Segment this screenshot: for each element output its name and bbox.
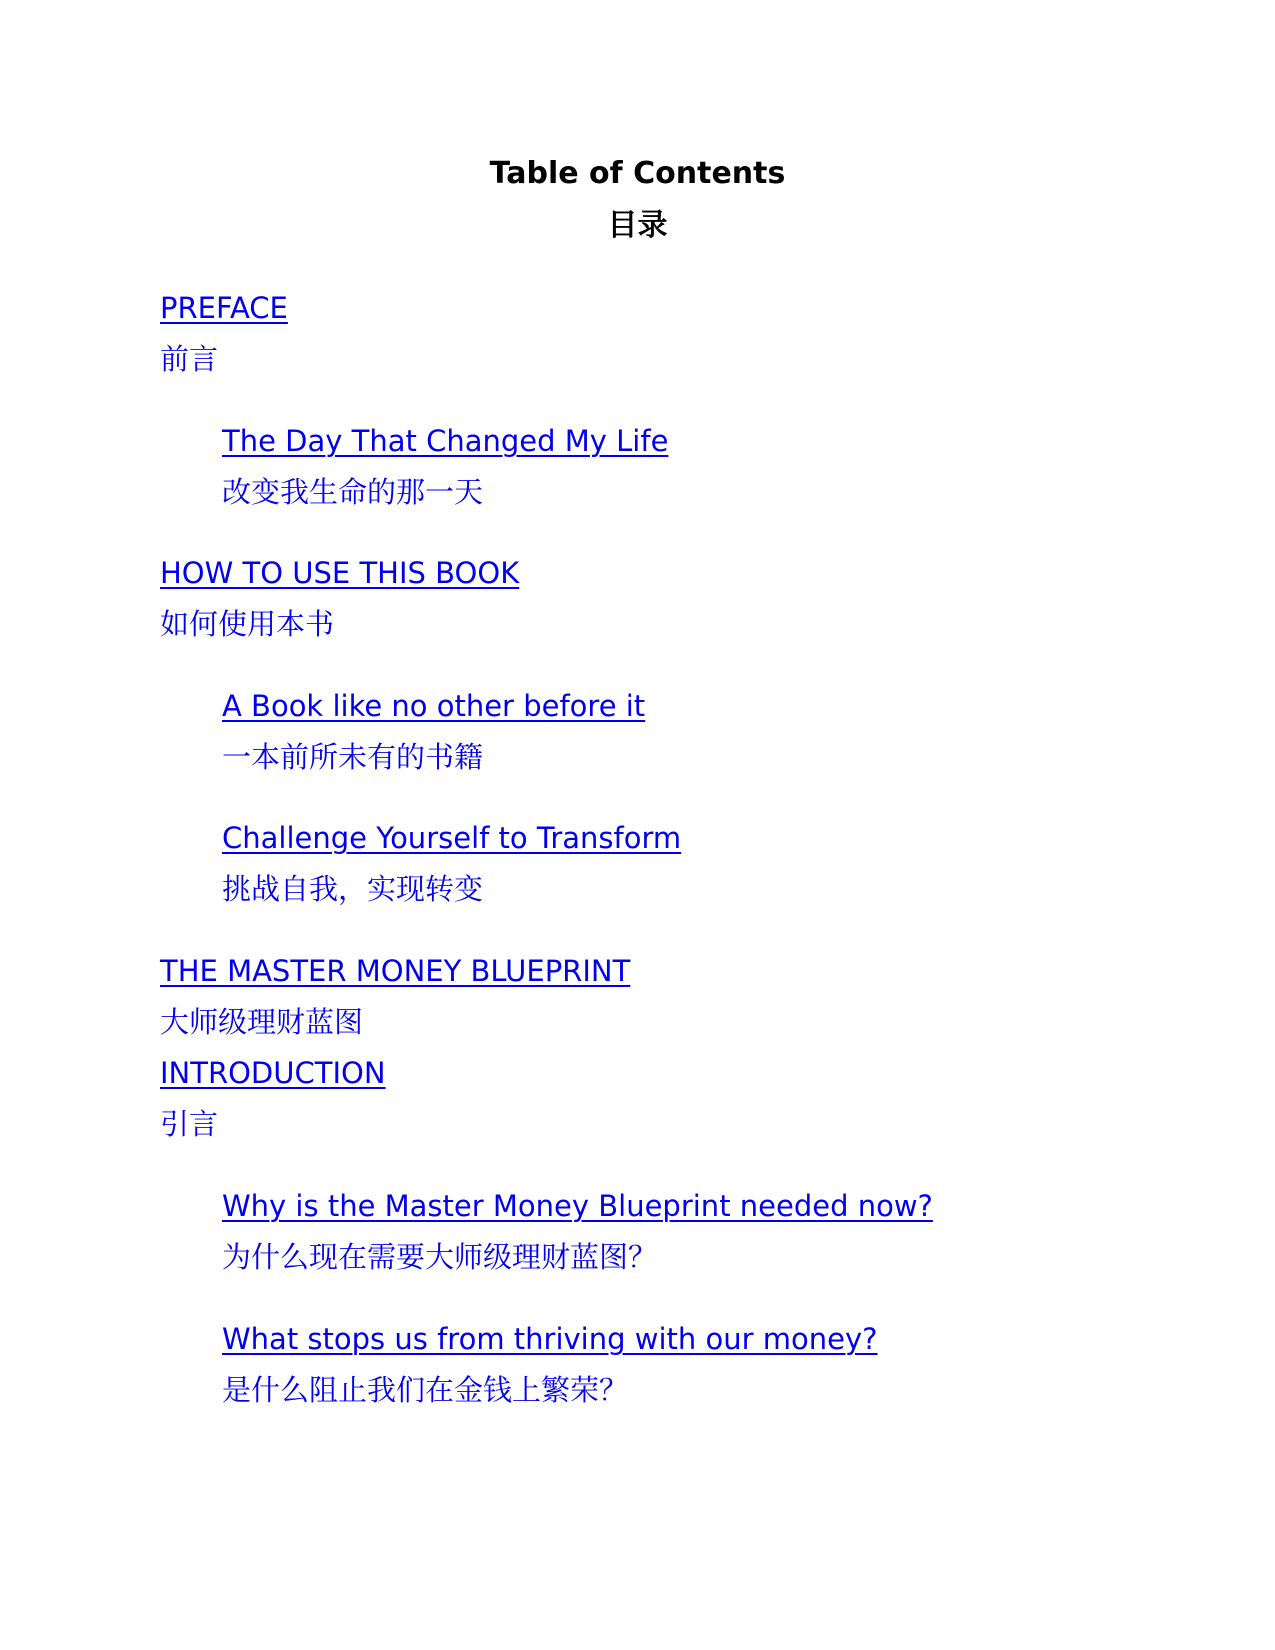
toc-link-why-needed[interactable]: Why is the Master Money Blueprint needed now? xyxy=(222,1189,933,1223)
toc-entry-book-like-no-other xyxy=(222,686,645,777)
toc-label-preface-zh: 前言 xyxy=(160,342,219,376)
toc-link-challenge-yourself[interactable]: Challenge Yourself to Transform xyxy=(222,821,682,855)
toc-entry-challenge-yourself xyxy=(222,818,681,909)
toc-label-what-stops-zh: 是什么阻止我们在金钱上繁荣？ xyxy=(222,1373,629,1407)
toc-label-book-like-no-other-zh: 一本前所未有的书籍 xyxy=(222,740,484,774)
toc-link-day-changed[interactable]: The Day That Changed My Life xyxy=(222,424,669,458)
toc-label-why-needed-zh: 为什么现在需要大师级理财蓝图？ xyxy=(222,1240,658,1274)
toc-link-preface[interactable]: PREFACE xyxy=(160,291,288,325)
toc-label-introduction-zh: 引言 xyxy=(160,1107,219,1141)
toc-link-book-like-no-other[interactable]: A Book like no other before it xyxy=(222,689,646,723)
page-title: Table of Contents xyxy=(489,156,786,191)
toc-label-master-blueprint-zh: 大师级理财蓝图 xyxy=(160,1005,364,1039)
toc-label-challenge-yourself-zh: 挑战自我，实现转变 xyxy=(222,872,484,906)
toc-label-day-changed-zh: 改变我生命的那一天 xyxy=(222,475,484,509)
toc-entry-day-changed xyxy=(222,421,668,512)
toc-label-how-to-use-zh: 如何使用本书 xyxy=(160,607,335,641)
toc-entry-master-blueprint xyxy=(160,951,630,1042)
toc-entry-what-stops xyxy=(222,1319,878,1410)
page-title-zh: 目录 xyxy=(607,208,668,243)
toc-link-introduction[interactable]: INTRODUCTION xyxy=(160,1056,386,1090)
toc-entry-preface xyxy=(160,288,288,379)
toc-entry-how-to-use xyxy=(160,553,519,644)
toc-link-how-to-use[interactable]: HOW TO USE THIS BOOK xyxy=(160,556,520,590)
toc-entry-introduction xyxy=(160,1053,386,1144)
toc-entry-why-needed xyxy=(222,1186,933,1277)
toc-header xyxy=(0,156,1275,244)
toc-link-what-stops[interactable]: What stops us from thriving with our money? xyxy=(222,1322,878,1356)
toc-link-master-blueprint[interactable]: THE MASTER MONEY BLUEPRINT xyxy=(160,954,631,988)
